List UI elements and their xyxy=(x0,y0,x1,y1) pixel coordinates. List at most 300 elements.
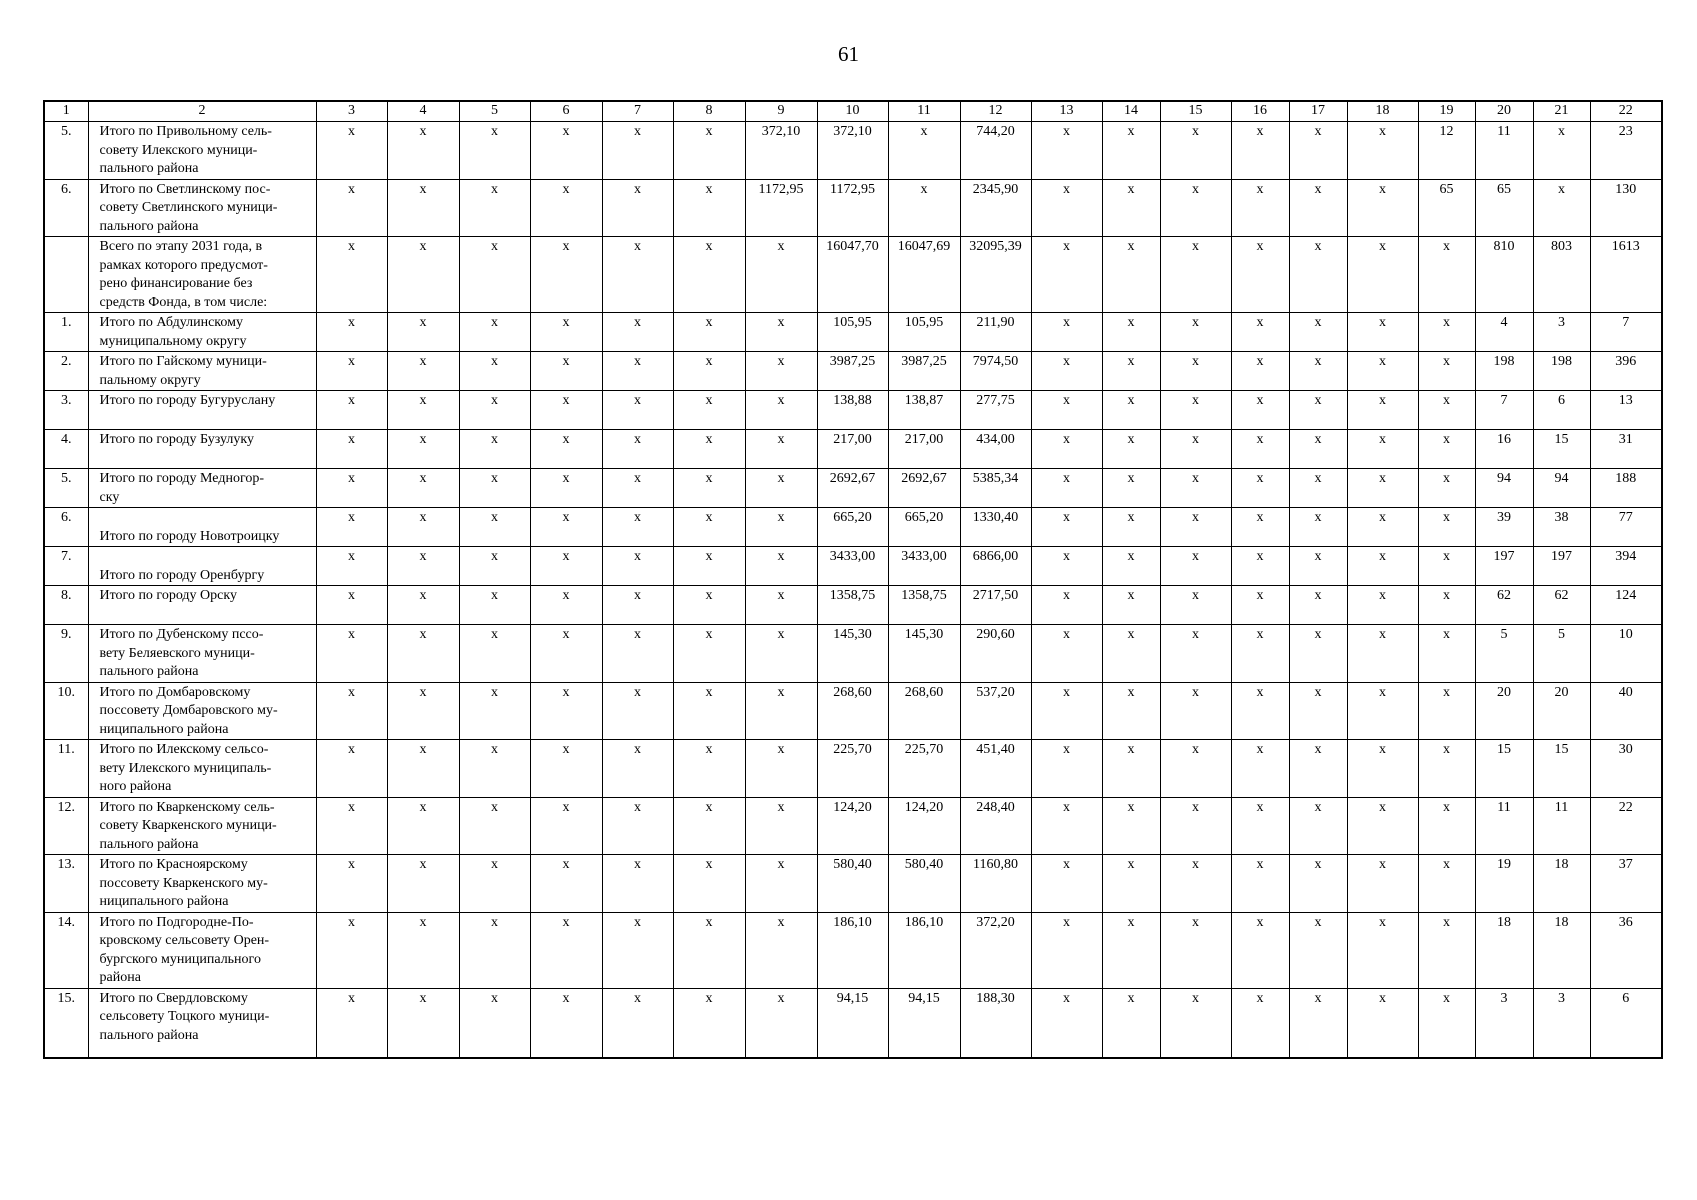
table-cell: х xyxy=(387,430,459,469)
table-cell: х xyxy=(530,740,602,798)
row-name: Итого по городу Медногор- ску xyxy=(88,469,316,508)
table-cell: х xyxy=(888,179,960,237)
column-header: 22 xyxy=(1590,101,1662,122)
table-cell: х xyxy=(530,508,602,547)
table-cell: 372,20 xyxy=(960,912,1031,988)
table-cell: х xyxy=(602,508,673,547)
table-cell: х xyxy=(459,469,530,508)
table-cell: х xyxy=(673,740,745,798)
table-cell: х xyxy=(1231,391,1289,430)
table-cell: х xyxy=(316,391,387,430)
table-cell: 3 xyxy=(1475,988,1533,1058)
row-number: 13. xyxy=(44,855,88,913)
table-cell: х xyxy=(1031,912,1102,988)
table-cell: х xyxy=(1347,313,1418,352)
table-cell: 810 xyxy=(1475,237,1533,313)
table-cell: х xyxy=(1289,469,1347,508)
table-cell: х xyxy=(1347,430,1418,469)
table-cell: х xyxy=(1031,237,1102,313)
row-number: 8. xyxy=(44,586,88,625)
table-cell: х xyxy=(1102,855,1160,913)
table-cell: х xyxy=(1418,313,1475,352)
table-cell: х xyxy=(530,237,602,313)
row-number: 6. xyxy=(44,179,88,237)
table-cell: х xyxy=(1160,179,1231,237)
table-cell: 15 xyxy=(1533,740,1590,798)
table-cell: 197 xyxy=(1533,547,1590,586)
table-cell: 5 xyxy=(1533,625,1590,683)
table-cell: 1160,80 xyxy=(960,855,1031,913)
column-header: 13 xyxy=(1031,101,1102,122)
table-cell: х xyxy=(1102,313,1160,352)
table-cell: х xyxy=(1289,988,1347,1058)
table-cell: х xyxy=(1231,586,1289,625)
table-cell: х xyxy=(1160,547,1231,586)
table-cell: х xyxy=(1347,912,1418,988)
table-cell: х xyxy=(316,988,387,1058)
table-cell: 225,70 xyxy=(888,740,960,798)
table-cell: х xyxy=(1160,912,1231,988)
table-cell: х xyxy=(673,625,745,683)
column-header: 7 xyxy=(602,101,673,122)
table-cell: х xyxy=(673,179,745,237)
table-cell: 11 xyxy=(1533,797,1590,855)
table-cell: 124 xyxy=(1590,586,1662,625)
table-cell: х xyxy=(1347,469,1418,508)
table-cell: х xyxy=(1031,430,1102,469)
table-row xyxy=(44,547,1662,586)
table-cell: х xyxy=(1231,179,1289,237)
table-cell: х xyxy=(316,430,387,469)
table-cell: х xyxy=(1102,586,1160,625)
table-cell: 65 xyxy=(1475,179,1533,237)
table-cell: х xyxy=(1160,625,1231,683)
table-cell: 268,60 xyxy=(817,682,888,740)
table-cell: 394 xyxy=(1590,547,1662,586)
table-cell: 18 xyxy=(1475,912,1533,988)
table-cell: 197 xyxy=(1475,547,1533,586)
row-number: 7. xyxy=(44,547,88,586)
table-cell: х xyxy=(1418,430,1475,469)
table-cell: 16047,70 xyxy=(817,237,888,313)
table-cell: х xyxy=(602,237,673,313)
table-cell: 32095,39 xyxy=(960,237,1031,313)
table-cell: х xyxy=(459,391,530,430)
table-cell: 30 xyxy=(1590,740,1662,798)
table-cell: 20 xyxy=(1533,682,1590,740)
table-cell: 62 xyxy=(1533,586,1590,625)
table-cell: х xyxy=(316,313,387,352)
table-cell: х xyxy=(387,122,459,180)
table-cell: 1330,40 xyxy=(960,508,1031,547)
row-name: Итого по Кваркенскому сель- совету Кваркенского муници- пального района xyxy=(88,797,316,855)
table-cell: х xyxy=(459,682,530,740)
table-cell: 248,40 xyxy=(960,797,1031,855)
table-cell: х xyxy=(673,988,745,1058)
row-number: 3. xyxy=(44,391,88,430)
table-row xyxy=(44,740,1662,798)
table-cell: х xyxy=(1160,988,1231,1058)
table-cell: 138,88 xyxy=(817,391,888,430)
row-name: Итого по городу Бузулуку xyxy=(88,430,316,469)
table-cell: х xyxy=(387,912,459,988)
table-cell: х xyxy=(1418,391,1475,430)
table-row xyxy=(44,682,1662,740)
table-cell: х xyxy=(1160,586,1231,625)
table-cell: 130 xyxy=(1590,179,1662,237)
table-cell: х xyxy=(387,740,459,798)
table-cell: х xyxy=(1102,122,1160,180)
table-cell: 7 xyxy=(1590,313,1662,352)
table-cell: х xyxy=(459,352,530,391)
table-cell: х xyxy=(1031,988,1102,1058)
table-cell: 1358,75 xyxy=(817,586,888,625)
table-cell: х xyxy=(530,430,602,469)
table-cell: х xyxy=(316,740,387,798)
table-cell: х xyxy=(602,352,673,391)
table-cell: х xyxy=(459,988,530,1058)
table-cell: х xyxy=(1347,391,1418,430)
table-cell: 12 xyxy=(1418,122,1475,180)
table-cell: х xyxy=(387,797,459,855)
table-cell: х xyxy=(1289,508,1347,547)
table-cell: х xyxy=(602,912,673,988)
table-cell: х xyxy=(602,122,673,180)
table-cell: х xyxy=(602,740,673,798)
table-cell: х xyxy=(745,797,817,855)
table-cell: х xyxy=(1102,508,1160,547)
table-cell: 372,10 xyxy=(745,122,817,180)
table-cell: х xyxy=(673,508,745,547)
row-number: 15. xyxy=(44,988,88,1058)
table-cell: х xyxy=(459,313,530,352)
table-cell: х xyxy=(1160,508,1231,547)
table-cell: х xyxy=(1031,391,1102,430)
table-cell: х xyxy=(1347,855,1418,913)
column-header: 16 xyxy=(1231,101,1289,122)
table-row xyxy=(44,313,1662,352)
row-name: Итого по Свердловскому сельсовету Тоцкого муници- пального района xyxy=(88,988,316,1058)
table-cell: 217,00 xyxy=(888,430,960,469)
table-cell: х xyxy=(745,430,817,469)
table-cell: х xyxy=(602,586,673,625)
table-row xyxy=(44,469,1662,508)
table-cell: 277,75 xyxy=(960,391,1031,430)
table-cell: 5385,34 xyxy=(960,469,1031,508)
table-cell: х xyxy=(1231,855,1289,913)
table-row xyxy=(44,391,1662,430)
table-cell: х xyxy=(602,682,673,740)
table-cell: 211,90 xyxy=(960,313,1031,352)
table-cell: х xyxy=(1160,430,1231,469)
table-cell: х xyxy=(459,122,530,180)
table-cell: 2717,50 xyxy=(960,586,1031,625)
table-row xyxy=(44,855,1662,913)
table-cell: х xyxy=(1102,797,1160,855)
table-cell: х xyxy=(316,237,387,313)
table-cell: 15 xyxy=(1475,740,1533,798)
table-cell: х xyxy=(1160,352,1231,391)
table-cell: х xyxy=(673,912,745,988)
table-cell: х xyxy=(530,313,602,352)
table-cell: х xyxy=(459,508,530,547)
table-cell: х xyxy=(673,586,745,625)
row-name: Итого по Красноярскому поссовету Кваркенского му- ниципального района xyxy=(88,855,316,913)
table-cell: 188,30 xyxy=(960,988,1031,1058)
table-cell: х xyxy=(745,313,817,352)
table-cell: х xyxy=(1418,682,1475,740)
table-cell: х xyxy=(1418,740,1475,798)
table-cell: 3433,00 xyxy=(817,547,888,586)
table-cell: х xyxy=(1533,122,1590,180)
table-cell: х xyxy=(1418,352,1475,391)
table-cell: х xyxy=(745,469,817,508)
table-cell: х xyxy=(673,122,745,180)
table-cell: 15 xyxy=(1533,430,1590,469)
row-number: 2. xyxy=(44,352,88,391)
table-cell: х xyxy=(1160,682,1231,740)
table-cell: х xyxy=(1102,430,1160,469)
column-header: 1 xyxy=(44,101,88,122)
table-cell: 62 xyxy=(1475,586,1533,625)
table-cell: х xyxy=(1347,237,1418,313)
table-cell: 225,70 xyxy=(817,740,888,798)
table-cell: х xyxy=(1031,625,1102,683)
table-row xyxy=(44,797,1662,855)
row-name: Итого по городу Бугуруслану xyxy=(88,391,316,430)
table-cell: х xyxy=(316,508,387,547)
table-cell: 665,20 xyxy=(888,508,960,547)
table-cell: х xyxy=(1031,469,1102,508)
table-cell: х xyxy=(1347,797,1418,855)
table-cell: х xyxy=(745,547,817,586)
table-cell: х xyxy=(530,352,602,391)
table-cell: х xyxy=(1231,122,1289,180)
table-cell: х xyxy=(1289,352,1347,391)
table-cell: х xyxy=(602,988,673,1058)
table-cell: х xyxy=(1289,586,1347,625)
table-cell: х xyxy=(387,237,459,313)
row-number: 4. xyxy=(44,430,88,469)
table-cell: 31 xyxy=(1590,430,1662,469)
table-cell: х xyxy=(1289,391,1347,430)
table-cell: х xyxy=(1418,237,1475,313)
table-cell: х xyxy=(602,179,673,237)
table-cell: х xyxy=(530,122,602,180)
table-cell: х xyxy=(1102,179,1160,237)
table-cell: х xyxy=(602,313,673,352)
table-cell: х xyxy=(1231,508,1289,547)
table-cell: х xyxy=(1160,855,1231,913)
table-row xyxy=(44,122,1662,180)
table-cell: х xyxy=(1031,797,1102,855)
table-cell: 1172,95 xyxy=(745,179,817,237)
table-cell: х xyxy=(1289,122,1347,180)
table-cell: 94,15 xyxy=(817,988,888,1058)
column-header: 10 xyxy=(817,101,888,122)
column-header: 21 xyxy=(1533,101,1590,122)
table-cell: 7974,50 xyxy=(960,352,1031,391)
table-cell: 396 xyxy=(1590,352,1662,391)
table-cell: х xyxy=(1102,547,1160,586)
table-body xyxy=(44,101,1662,1058)
table-cell: х xyxy=(459,586,530,625)
table-cell: х xyxy=(1031,313,1102,352)
table-cell: х xyxy=(530,625,602,683)
table-cell: х xyxy=(1231,237,1289,313)
table-cell: 580,40 xyxy=(888,855,960,913)
table-cell: х xyxy=(316,912,387,988)
table-cell: х xyxy=(1289,430,1347,469)
table-cell: х xyxy=(530,682,602,740)
table-cell: х xyxy=(530,391,602,430)
table-cell: 7 xyxy=(1475,391,1533,430)
table-cell: х xyxy=(602,547,673,586)
header-row xyxy=(44,101,1662,122)
table-cell: 268,60 xyxy=(888,682,960,740)
table-cell: х xyxy=(673,391,745,430)
row-number: 12. xyxy=(44,797,88,855)
table-cell: 434,00 xyxy=(960,430,1031,469)
table-cell: х xyxy=(1347,740,1418,798)
table-cell: х xyxy=(1347,508,1418,547)
table-cell: х xyxy=(459,179,530,237)
table-cell: 4 xyxy=(1475,313,1533,352)
table-cell: х xyxy=(1289,237,1347,313)
table-cell: 94 xyxy=(1533,469,1590,508)
table-cell: х xyxy=(1231,682,1289,740)
table-cell: 1613 xyxy=(1590,237,1662,313)
table-cell: 6 xyxy=(1590,988,1662,1058)
table-cell: х xyxy=(1031,547,1102,586)
table-cell: 11 xyxy=(1475,122,1533,180)
table-cell: 580,40 xyxy=(817,855,888,913)
table-cell: х xyxy=(1160,313,1231,352)
table-cell: х xyxy=(1102,352,1160,391)
table-cell: х xyxy=(1102,740,1160,798)
table-cell: х xyxy=(316,122,387,180)
table-cell: х xyxy=(745,682,817,740)
table-cell: х xyxy=(316,469,387,508)
table-cell: х xyxy=(316,352,387,391)
table-cell: х xyxy=(1031,508,1102,547)
row-number: 14. xyxy=(44,912,88,988)
table-cell: х xyxy=(387,682,459,740)
table-cell: х xyxy=(459,430,530,469)
table-cell: х xyxy=(316,179,387,237)
table-cell: х xyxy=(1102,682,1160,740)
table-cell: 5 xyxy=(1475,625,1533,683)
table-cell: х xyxy=(1231,988,1289,1058)
table-cell: х xyxy=(602,430,673,469)
table-cell: х xyxy=(1102,912,1160,988)
column-header: 2 xyxy=(88,101,316,122)
column-header: 18 xyxy=(1347,101,1418,122)
table-cell: х xyxy=(387,586,459,625)
table-cell: х xyxy=(1289,625,1347,683)
table-cell: х xyxy=(673,313,745,352)
table-cell: 105,95 xyxy=(888,313,960,352)
table-cell: х xyxy=(1347,179,1418,237)
table-cell: х xyxy=(1160,122,1231,180)
table-cell: 145,30 xyxy=(888,625,960,683)
table-cell: 145,30 xyxy=(817,625,888,683)
table-cell: х xyxy=(530,586,602,625)
table-cell: х xyxy=(1231,547,1289,586)
table-cell: х xyxy=(459,912,530,988)
table-cell: 124,20 xyxy=(817,797,888,855)
table-cell: 13 xyxy=(1590,391,1662,430)
table-cell: х xyxy=(1289,797,1347,855)
table-cell: 20 xyxy=(1475,682,1533,740)
table-cell: х xyxy=(1418,586,1475,625)
table-cell: 1172,95 xyxy=(817,179,888,237)
table-cell: 124,20 xyxy=(888,797,960,855)
table-cell: 11 xyxy=(1475,797,1533,855)
column-header: 14 xyxy=(1102,101,1160,122)
table-cell: х xyxy=(602,625,673,683)
table-cell: х xyxy=(745,586,817,625)
table-row xyxy=(44,352,1662,391)
table-row xyxy=(44,912,1662,988)
table-cell: х xyxy=(745,988,817,1058)
table-cell: х xyxy=(1231,740,1289,798)
table-cell: х xyxy=(1289,740,1347,798)
table-cell: 188 xyxy=(1590,469,1662,508)
table-cell: х xyxy=(387,508,459,547)
page-number: 61 xyxy=(838,42,859,66)
table-cell: х xyxy=(1289,547,1347,586)
row-name: Итого по Илекскому сельсо- вету Илекского муниципаль- ного района xyxy=(88,740,316,798)
table-cell: 198 xyxy=(1475,352,1533,391)
table-cell: 217,00 xyxy=(817,430,888,469)
table-cell: х xyxy=(1231,625,1289,683)
data-table xyxy=(43,100,1663,1059)
column-header: 3 xyxy=(316,101,387,122)
table-cell: х xyxy=(316,797,387,855)
table-cell: 665,20 xyxy=(817,508,888,547)
row-number: 1. xyxy=(44,313,88,352)
table-row xyxy=(44,237,1662,313)
table-cell: х xyxy=(1102,391,1160,430)
table-cell: х xyxy=(530,547,602,586)
table-cell: х xyxy=(1031,352,1102,391)
table-cell: х xyxy=(602,469,673,508)
row-number: 10. xyxy=(44,682,88,740)
table-cell: х xyxy=(1347,586,1418,625)
table-cell: 744,20 xyxy=(960,122,1031,180)
row-name: Итого по городу Новотроицку xyxy=(88,508,316,547)
table-cell: х xyxy=(316,586,387,625)
table-cell: х xyxy=(1347,122,1418,180)
table-cell: х xyxy=(1347,547,1418,586)
table-row xyxy=(44,508,1662,547)
table-cell: 372,10 xyxy=(817,122,888,180)
row-number xyxy=(44,237,88,313)
table-cell: 3 xyxy=(1533,313,1590,352)
table-cell: х xyxy=(1289,682,1347,740)
table-cell: 37 xyxy=(1590,855,1662,913)
table-cell: х xyxy=(1231,430,1289,469)
table-cell: 1358,75 xyxy=(888,586,960,625)
table-cell: х xyxy=(1347,352,1418,391)
table-cell: х xyxy=(316,625,387,683)
column-header: 5 xyxy=(459,101,530,122)
table-cell: 65 xyxy=(1418,179,1475,237)
table-cell: 10 xyxy=(1590,625,1662,683)
table-cell: 77 xyxy=(1590,508,1662,547)
table-cell: 105,95 xyxy=(817,313,888,352)
